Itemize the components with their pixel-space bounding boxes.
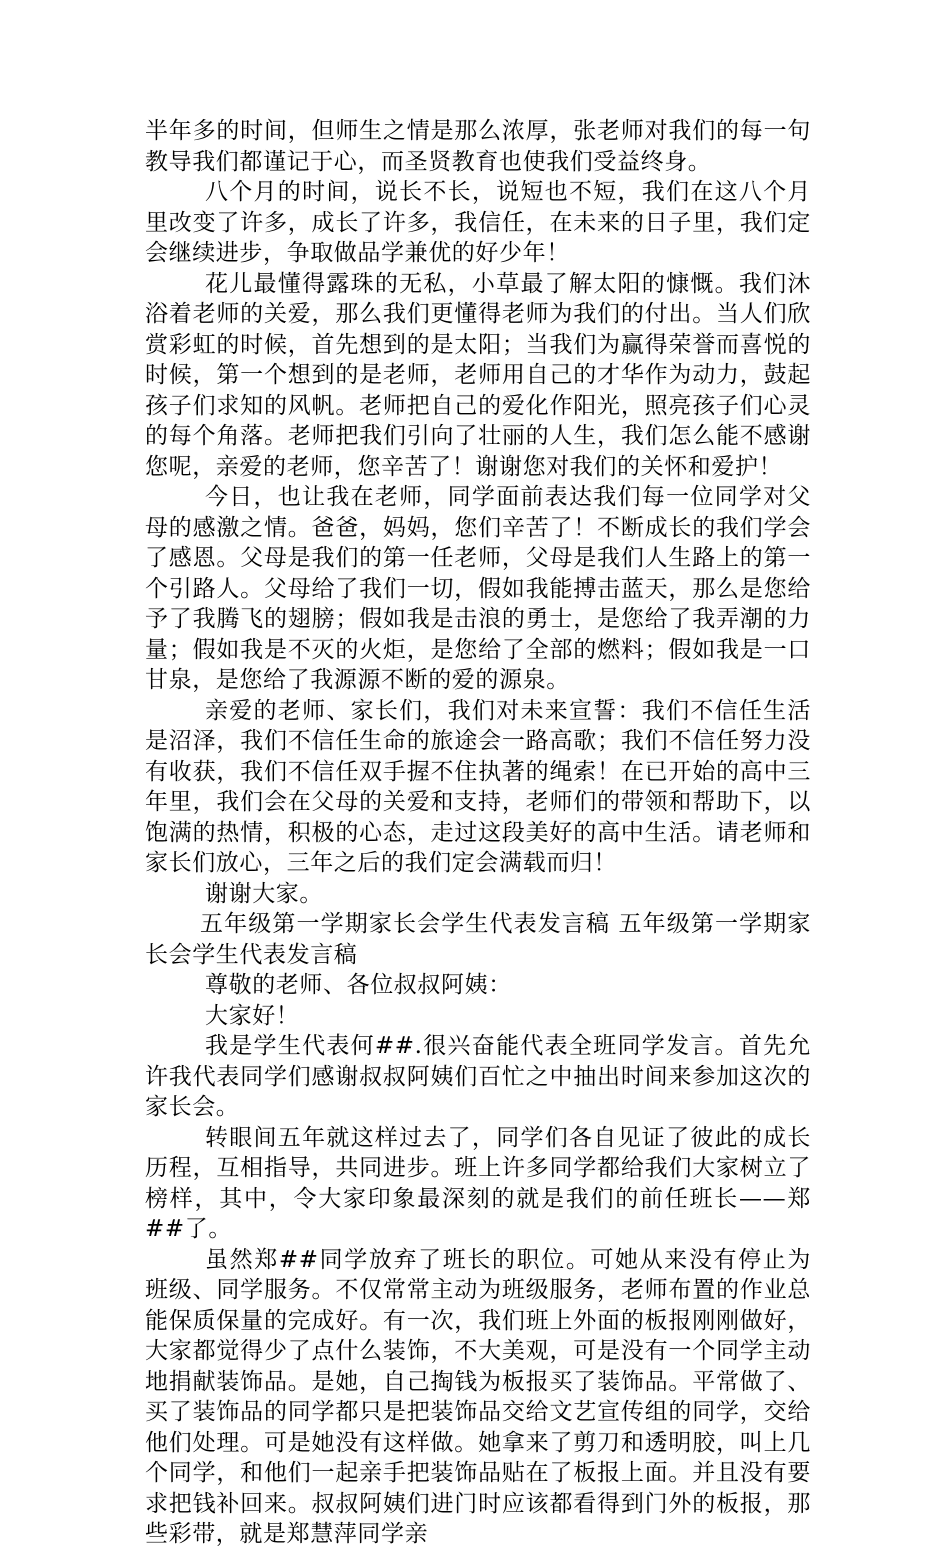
paragraph-7: 我是学生代表何##.很兴奋能代表全班同学发言。首先允许我代表同学们感谢叔叔阿姨们百忙之中抽出时间来参加这次的家长会。 (145, 1033, 811, 1120)
paragraph-2: 八个月的时间，说长不长，说短也不短，我们在这八个月里改变了许多，成长了许多，我信任，在未来的日子里，我们定会继续进步，争取做品学兼优的好少年！ (145, 179, 811, 266)
paragraph-6: 谢谢大家。 (205, 880, 323, 907)
document-body (145, 116, 811, 1550)
salutation: 尊敬的老师、各位叔叔阿姨： (205, 972, 512, 998)
greeting: 大家好！ (205, 1002, 300, 1029)
paragraph-3: 花儿最懂得露珠的无私，小草最了解太阳的慷慨。我们沐浴着老师的关爱，那么我们更懂得老师为我们的付出。当人们欣赏彩虹的时候，首先想到的是太阳；当我们为赢得荣誉而喜悦的时候，第一个想到的是老师，老师用自己的才华作为动力，鼓起孩子们求知的风帆。老师把自己的爱化作阳光，照亮孩子们心灵的每个角落。老师把我们引向了壮丽的人生，我们怎么能不感谢您呢，亲爱的老师，您辛苦了！谢谢您对我们的关怀和爱护！ (145, 270, 811, 480)
paragraph-1: 半年多的时间，但师生之情是那么浓厚，张老师对我们的每一句教导我们都谨记于心，而圣贤教育也使我们受益终身。 (145, 118, 811, 175)
paragraph-8: 转眼间五年就这样过去了，同学们各自见证了彼此的成长历程，互相指导，共同进步。班上许多同学都给我们大家树立了榜样，其中，令大家印象最深刻的就是我们的前任班长——郑##了。 (145, 1124, 811, 1242)
paragraph-5: 亲爱的老师、家长们，我们对未来宣誓：我们不信任生活是沼泽，我们不信任生命的旅途会一路高歌；我们不信任努力没有收获，我们不信任双手握不住执著的绳索！在已开始的高中三年里，我们会在父母的关爱和支持，老师们的带领和帮助下，以饱满的热情，积极的心态，走过这段美好的高中生活。请老师和家长们放心，三年之后的我们定会满载而归！ (145, 697, 811, 876)
section-heading: 五年级第一学期家长会学生代表发言稿 五年级第一学期家长会学生代表发言稿 (145, 911, 811, 968)
paragraph-9: 虽然郑##同学放弃了班长的职位。可她从来没有停止为班级、同学服务。不仅常常主动为班级服务，老师布置的作业总能保质保量的完成好。有一次，我们班上外面的板报刚刚做好，大家都觉得少了点什么装饰，不大美观，可是没有一个同学主动地捐献装饰品。是她，自己掏钱为板报买了装饰品。平常做了、买了装饰品的同学都只是把装饰品交给文艺宣传组的同学，交给他们处理。可是她没有这样做。她拿来了剪刀和透明胶，叫上几个同学，和他们一起亲手把装饰品贴在了板报上面。并且没有要求把钱补回来。叔叔阿姨们进门时应该都看得到门外的板报，那些彩带，就是郑慧萍同学亲 (145, 1246, 811, 1547)
paragraph-4: 今日，也让我在老师，同学面前表达我们每一位同学对父母的感激之情。爸爸，妈妈，您们辛苦了！不断成长的我们学会了感恩。父母是我们的第一任老师，父母是我们人生路上的第一个引路人。父母给了我们一切，假如我能搏击蓝天，那么是您给予了我腾飞的翅膀；假如我是击浪的勇士，是您给了我弄潮的力量；假如我是不灭的火炬，是您给了全部的燃料；假如我是一口甘泉，是您给了我源源不断的爱的源泉。 (145, 484, 811, 693)
